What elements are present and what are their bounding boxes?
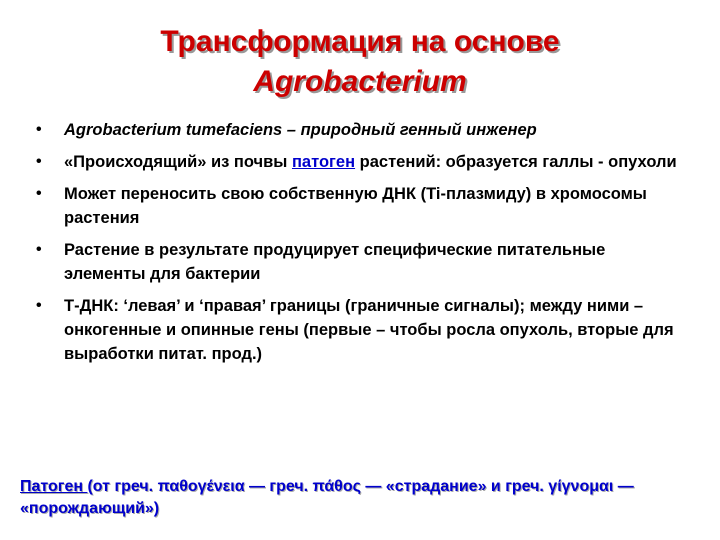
bullet-icon: • xyxy=(36,297,42,314)
bullet-item xyxy=(36,294,686,366)
bullet-icon: • xyxy=(36,121,42,138)
bullet-list xyxy=(36,118,686,374)
bullet-text: Agrobacterium tumefaciens – природный генный инженер xyxy=(64,121,537,139)
bullet-item xyxy=(36,182,686,230)
bullet-icon: • xyxy=(36,153,42,170)
bullet-item xyxy=(36,150,686,174)
title-line-1: Трансформация на основе xyxy=(160,25,560,58)
pathogen-link[interactable]: патоген xyxy=(291,153,356,171)
bullet-text xyxy=(64,153,677,171)
bullet-item xyxy=(36,118,686,142)
bullet-text: Растение в результате продуцирует специфические питательные элементы для бактерии xyxy=(64,241,606,283)
slide-title xyxy=(0,22,720,102)
bullet-icon: • xyxy=(36,185,42,202)
footnote-link[interactable]: Патоген xyxy=(20,478,88,495)
footnote-text: (от греч. παθογένεια — греч. πάθος — «страдание» и греч. γίγνομαι — «порождающий») xyxy=(20,478,634,517)
bullet-text: Может переносить свою собственную ДНК (Ti-плазмиду) в хромосомы растения xyxy=(64,185,647,227)
bullet-text-prefix: «Происходящий» из почвы xyxy=(64,153,292,171)
footnote xyxy=(20,476,660,520)
bullet-item xyxy=(36,238,686,286)
bullet-text: Т-ДНК: ‘левая’ и ‘правая’ границы (граничные сигналы); между ними – онкогенные и опинные гены (первые – чтобы росла опухоль, вторые для выработки питат. прод.) xyxy=(64,297,674,363)
bullet-icon: • xyxy=(36,241,42,258)
title-line-2: Agrobacterium xyxy=(253,65,467,98)
bullet-text-suffix: растений: образуется галлы - опухоли xyxy=(355,153,677,171)
